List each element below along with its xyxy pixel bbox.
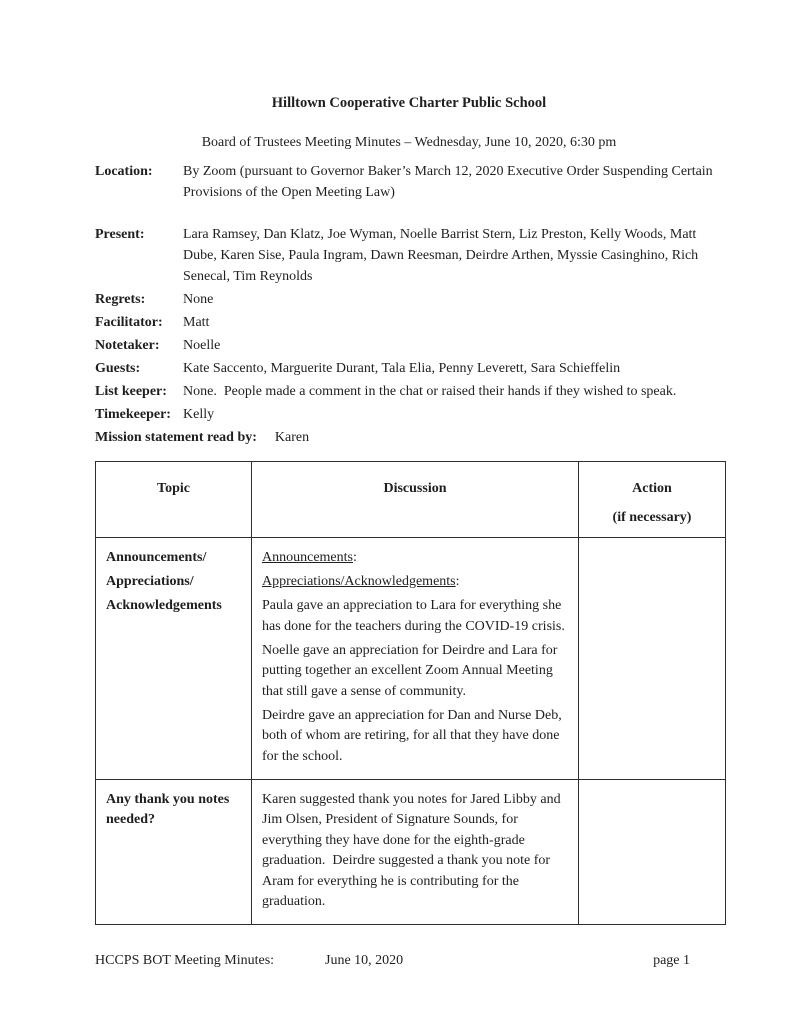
- discussion-cell: [252, 779, 579, 925]
- meta-row-present: [95, 224, 723, 287]
- meta-label: Regrets:: [95, 292, 146, 307]
- discussion-cell: [252, 538, 579, 780]
- action-cell: [579, 779, 726, 925]
- document-title: Hilltown Cooperative Charter Public School: [271, 95, 547, 111]
- meta-section: [95, 161, 723, 448]
- discussion-heading: Announcements:: [262, 550, 357, 565]
- meta-row-facilitator: [95, 312, 723, 333]
- topic-cell: [96, 779, 252, 925]
- meta-row-timekeeper: [95, 404, 723, 425]
- discussion-heading: Appreciations/Acknowledgements:: [262, 574, 460, 589]
- action-header-sublabel: (if necessary): [612, 510, 692, 525]
- topic-line: Appreciations/: [106, 574, 194, 589]
- document-page: [95, 0, 723, 971]
- discussion-column-header: [252, 462, 579, 538]
- meta-label: Facilitator:: [95, 315, 163, 330]
- meta-label: Notetaker:: [95, 338, 160, 353]
- discussion-paragraph: Noelle gave an appreciation for Deirdre and Lara for putting together an excellent Zoom Annual Meeting that still gave a sense of community.: [262, 642, 561, 699]
- meta-row-regrets: [95, 289, 723, 310]
- meta-value: None: [183, 292, 214, 307]
- table-row-thank-you-notes: [96, 779, 726, 925]
- meta-label: Mission statement read by:: [95, 430, 257, 445]
- document-subtitle: Board of Trustees Meeting Minutes – Wednesday, June 10, 2020, 6:30 pm: [201, 135, 617, 150]
- action-column-header: [579, 462, 726, 538]
- footer-date: June 10, 2020: [325, 953, 404, 968]
- meta-value: None. People made a comment in the chat or raised their hands if they wished to speak.: [183, 384, 677, 399]
- topic-line: Acknowledgements: [106, 598, 222, 613]
- topic-line: Announcements/: [106, 550, 207, 565]
- discussion-paragraph: Karen suggested thank you notes for Jared Libby and Jim Olsen, President of Signature Sounds, for everything they have done for the eighth-grade graduation. Deirdre suggested a thank you note for Aram for everything he is contributing for the graduation.: [262, 791, 565, 909]
- meta-value: Lara Ramsey, Dan Klatz, Joe Wyman, Noelle Barrist Stern, Liz Preston, Kelly Woods, Matt Dube, Karen Sise, Paula Ingram, Dawn Reesman, Deirdre Arthen, Myssie Casinghino, Rich Senecal, Tim Reynolds: [183, 227, 702, 284]
- meta-row-list-keeper: [95, 381, 723, 402]
- minutes-table: [95, 461, 726, 925]
- meta-value: Matt: [183, 315, 210, 330]
- discussion-paragraph: Paula gave an appreciation to Lara for everything she has done for the teachers during the COVID-19 crisis.: [262, 598, 565, 634]
- meta-label: Timekeeper:: [95, 407, 171, 422]
- meta-value: Kelly: [183, 407, 215, 422]
- meta-row-location: [95, 161, 723, 203]
- meta-row-guests: [95, 358, 723, 379]
- meta-label: List keeper:: [95, 384, 167, 399]
- meta-label: Guests:: [95, 361, 141, 376]
- meta-value: By Zoom (pursuant to Governor Baker’s March 12, 2020 Executive Order Suspending Certain Provisions of the Open Meeting Law): [183, 164, 717, 200]
- meta-row-notetaker: [95, 335, 723, 356]
- topic-column-header: [96, 462, 252, 538]
- table-header-row: [96, 462, 726, 538]
- meta-value: Noelle: [183, 338, 221, 353]
- topic-cell: [96, 538, 252, 780]
- meta-value: Kate Saccento, Marguerite Durant, Tala Elia, Penny Leverett, Sara Schieffelin: [183, 361, 621, 376]
- topic-header-label: Topic: [157, 481, 190, 496]
- meta-label: Present:: [95, 227, 145, 242]
- page-footer: [95, 950, 723, 971]
- discussion-header-label: Discussion: [383, 481, 447, 496]
- table-row-announcements: [96, 538, 726, 780]
- meta-row-mission-statement: [95, 427, 723, 448]
- footer-document-label: HCCPS BOT Meeting Minutes:: [95, 953, 275, 968]
- action-cell: [579, 538, 726, 780]
- meta-label: Location:: [95, 164, 153, 179]
- discussion-paragraph: Deirdre gave an appreciation for Dan and Nurse Deb, both of whom are retiring, for all that they have done for the school.: [262, 707, 566, 764]
- topic-line: Any thank you notes needed?: [106, 791, 230, 827]
- footer-page-number: page 1: [653, 953, 690, 968]
- action-header-label: Action: [632, 481, 672, 496]
- meta-value: Karen: [274, 430, 310, 445]
